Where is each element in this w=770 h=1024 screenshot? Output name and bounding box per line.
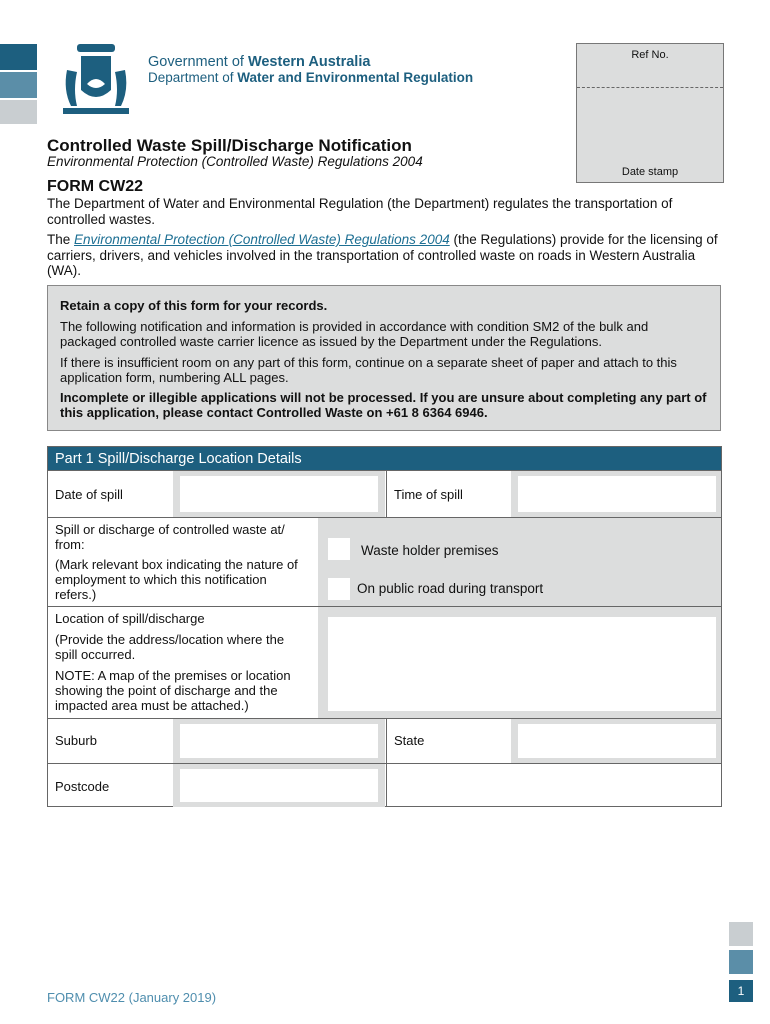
- public-road-label: On public road during transport: [357, 581, 544, 596]
- state-cell: [511, 719, 721, 763]
- waste-holder-premises-label: Waste holder premises: [361, 543, 499, 558]
- date-time-row: [48, 470, 721, 517]
- date-of-spill-input[interactable]: [180, 476, 378, 512]
- suburb-label: Suburb: [55, 733, 97, 748]
- regulations-link[interactable]: Environmental Protection (Controlled Waste) Regulations 2004: [74, 232, 450, 247]
- spill-from-note: (Mark relevant box indicating the nature of employment to which this notification refers.): [55, 557, 298, 602]
- location-input[interactable]: [328, 617, 716, 711]
- location-note-2: NOTE: A map of the premises or location showing the point of discharge and the impacted area must be attached.): [55, 668, 291, 713]
- info-paragraph-2: If there is insufficient room on any part of this form, continue on a separate sheet of paper and attach to this application form, numbering ALL pages.: [60, 355, 677, 385]
- wa-crest-logo: [57, 40, 135, 122]
- spill-from-options: [318, 518, 721, 606]
- retain-copy-note: Retain a copy of this form for your records.: [60, 298, 328, 313]
- suburb-input[interactable]: [180, 724, 378, 758]
- page-title: Controlled Waste Spill/Discharge Notification: [47, 136, 412, 155]
- location-row: [48, 606, 721, 718]
- public-road-checkbox[interactable]: [328, 578, 350, 600]
- postcode-row: [48, 763, 721, 807]
- decor-bar-4: [729, 922, 753, 946]
- decor-bar-2: [0, 72, 37, 98]
- decor-bar-1: [0, 44, 37, 70]
- incomplete-warning: Incomplete or illegible applications will not be processed. If you are unsure about completing any part of this application, please contact Controlled Waste on +61 8 6364 6946.: [60, 390, 707, 420]
- stamp-divider: [577, 87, 723, 88]
- date-of-spill-label: Date of spill: [55, 487, 123, 502]
- location-text: [48, 607, 318, 718]
- location-note-1: (Provide the address/location where the spill occurred.: [55, 632, 285, 662]
- time-cell: [511, 471, 721, 517]
- location-cell: [318, 607, 721, 718]
- form-footer-date: FORM CW22 (January 2019): [47, 990, 217, 1005]
- state-label: State: [386, 719, 511, 763]
- suburb-state-row: [48, 718, 721, 763]
- intro-paragraph-2: The Environmental Protection (Controlled Waste) Regulations 2004 (the Regulations) provide for the licensing of carriers, drivers, and vehicles involved in the transportation of controlled waste on roads in Western Australia (WA).: [47, 232, 718, 278]
- regulation-subtitle: Environmental Protection (Controlled Waste) Regulations 2004: [47, 154, 423, 169]
- postcode-blank-cell: [386, 764, 721, 807]
- form-code: FORM CW22: [47, 178, 143, 195]
- time-of-spill-input[interactable]: [518, 476, 716, 512]
- spill-from-text: [48, 518, 318, 606]
- decor-bar-5: [729, 950, 753, 974]
- part1-table: [47, 446, 722, 807]
- office-stamp-box: [576, 43, 724, 183]
- decor-bar-3: [0, 100, 37, 124]
- spill-from-label: Spill or discharge of controlled waste at/ from:: [55, 522, 285, 552]
- state-input[interactable]: [518, 724, 716, 758]
- postcode-label: Postcode: [55, 779, 110, 794]
- location-label: Location of spill/discharge: [55, 611, 205, 626]
- postcode-input[interactable]: [180, 769, 378, 802]
- waste-holder-premises-checkbox[interactable]: [328, 538, 350, 560]
- intro-paragraph-1: The Department of Water and Environmental Regulation (the Department) regulates the transportation of controlled wastes.: [47, 196, 673, 227]
- dept-name: Department of Water and Environmental Regulation: [148, 70, 474, 85]
- time-of-spill-label: Time of spill: [386, 471, 511, 517]
- gov-name: Government of Western Australia: [148, 54, 371, 70]
- postcode-cell: [173, 764, 385, 807]
- ref-no-label: Ref No.: [631, 49, 669, 61]
- suburb-cell: [173, 719, 385, 763]
- date-stamp-label: Date stamp: [621, 166, 679, 178]
- date-cell: [173, 471, 385, 517]
- page-number: 1: [729, 980, 753, 1002]
- info-panel: [47, 285, 721, 431]
- spill-from-row: [48, 517, 721, 606]
- info-paragraph-1: The following notification and information is provided in accordance with condition SM2 of the bulk and packaged controlled waste carrier licence as issued by the Department under the Regulations.: [60, 319, 649, 349]
- part1-heading: Part 1 Spill/Discharge Location Details: [48, 447, 721, 470]
